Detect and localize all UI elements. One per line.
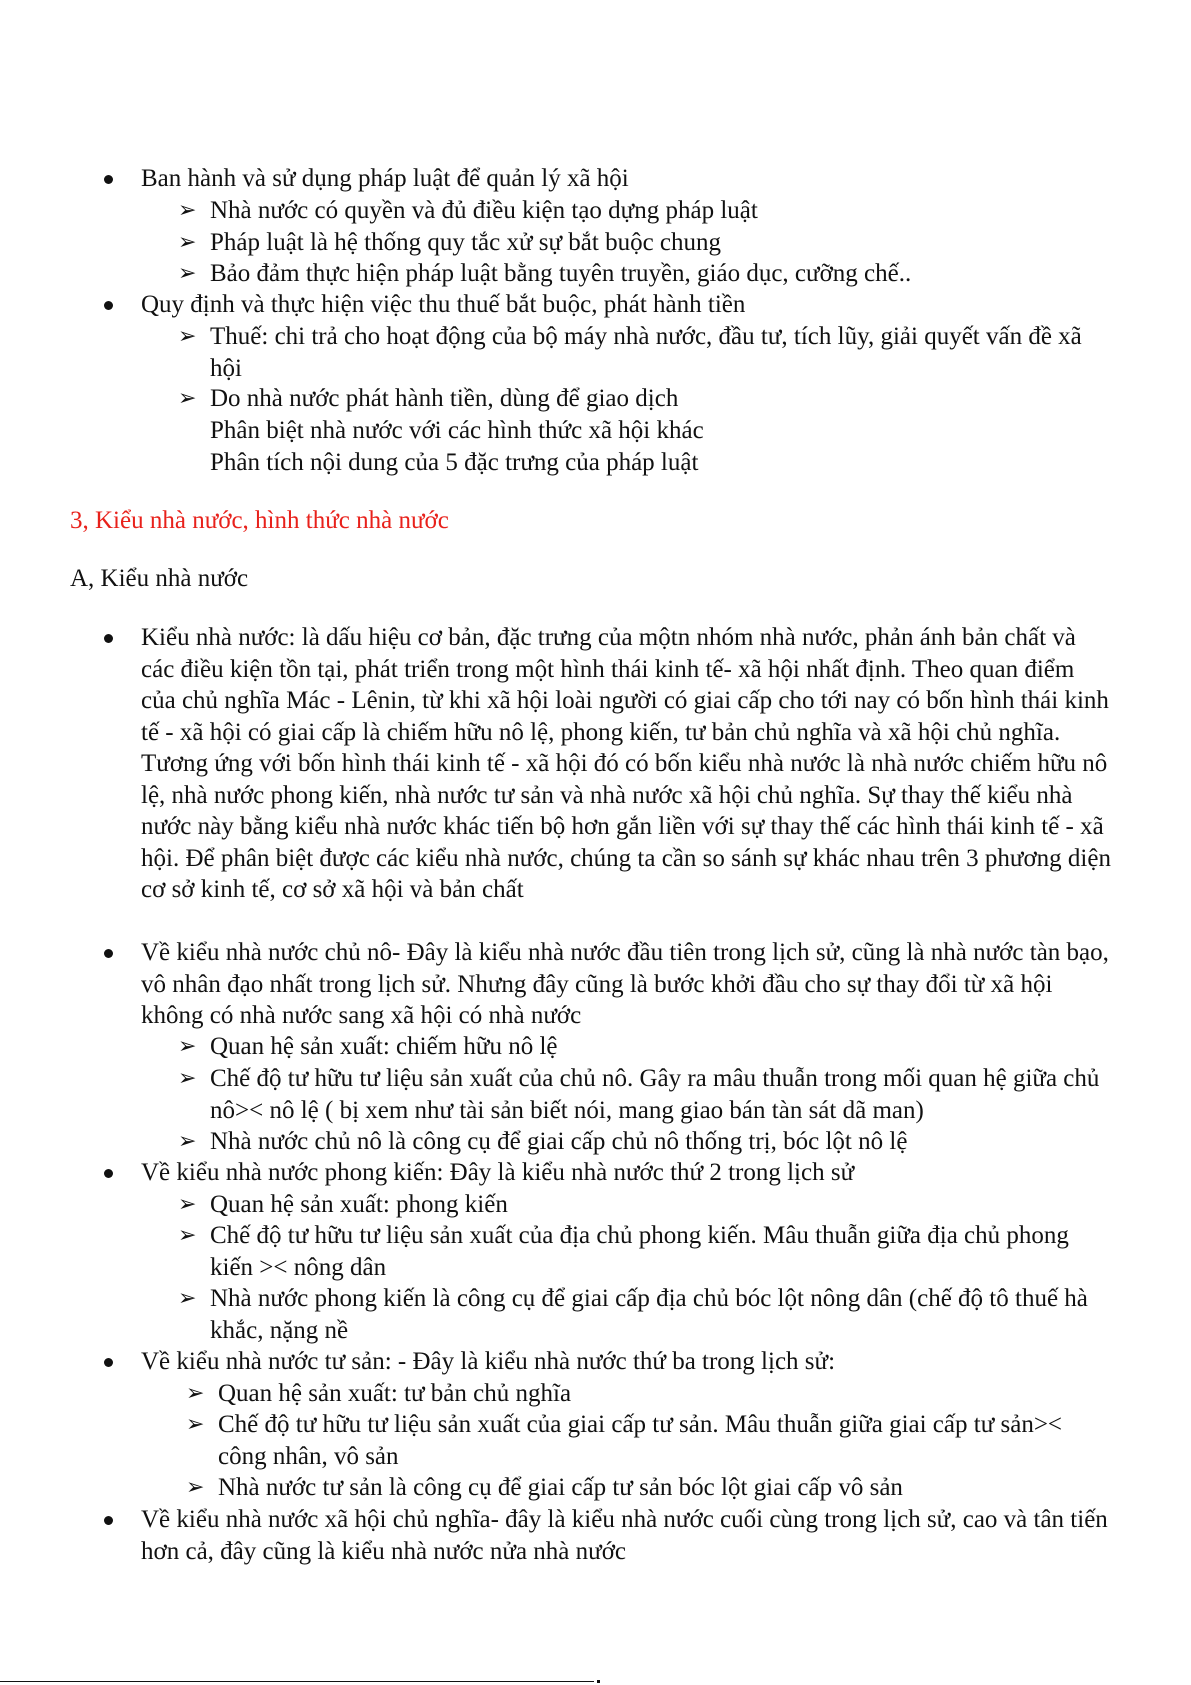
- sub-list-item: [178, 383, 1100, 415]
- arrow-bullet-icon: ➢: [178, 1192, 197, 1217]
- arrow-bullet-icon: ➢: [178, 230, 197, 255]
- list-item-text: Kiểu nhà nước: là dấu hiệu cơ bản, đặc trưng của mộtn nhóm nhà nước, phản ánh bản chất và các điều kiện tồn tại, phát triển trong một hình thái kinh tế- xã hội nhất định. Theo quan điểm của chủ nghĩa Mác - Lênin, từ khi xã hội loài người có giai cấp cho tới nay có bốn hình thái kinh tế - xã hội có giai cấp là chiếm hữu nô lệ, phong kiến, tư bản chủ nghĩa và xã hội chủ nghĩa. Tương ứng với bốn hình thái kinh tế - xã hội đó có bốn kiểu nhà nước là nhà nước chiếm hữu nô lệ, nhà nước phong kiến, nhà nước tư sản và nhà nước xã hội chủ nghĩa. Sự thay thế kiểu nhà nước này bằng kiểu nhà nước khác tiến bộ hơn gắn liền với sự thay thế các hình thái kinh tế - xã hội. Để phân biệt được các kiểu nhà nước, chúng ta cần so sánh sự khác nhau trên 3 phương diện cơ sở kinh tế, cơ sở xã hội và bản chất: [141, 624, 1111, 903]
- list-item-text: Về kiểu nhà nước chủ nô- Đây là kiểu nhà nước đầu tiên trong lịch sử, cũng là nhà nước tàn bạo, vô nhân đạo nhất trong lịch sử. Nhưng đây cũng là bước khởi đầu cho sự thay đổi từ xã hội không có nhà nước sang xã hội có nhà nước: [141, 939, 1109, 1029]
- sub-item-text: Nhà nước chủ nô là công cụ để giai cấp chủ nô thống trị, bóc lột nô lệ: [210, 1128, 908, 1155]
- sub-item-text: Nhà nước tư sản là công cụ để giai cấp tư sản bóc lột giai cấp vô sản: [218, 1474, 903, 1501]
- bullet-dot-icon: [104, 634, 113, 643]
- list-item: [141, 1346, 1111, 1378]
- bullet-dot-icon: [104, 1169, 113, 1178]
- list-item-text: Về kiểu nhà nước tư sản: - Đây là kiểu nhà nước thứ ba trong lịch sử:: [141, 1348, 836, 1375]
- arrow-bullet-icon: ➢: [178, 261, 197, 286]
- list-item: [141, 1504, 1116, 1567]
- sub-list-item: [178, 258, 1100, 290]
- sub-list-item: [178, 1189, 1100, 1221]
- sub-list-item: [186, 1409, 1098, 1472]
- arrow-bullet-icon: ➢: [178, 1066, 197, 1091]
- sub-item-text: Nhà nước phong kiến là công cụ để giai cấp địa chủ bóc lột nông dân (chế độ tô thuế hà khắc, nặng nề: [210, 1285, 1088, 1344]
- arrow-bullet-icon: ➢: [178, 1129, 197, 1154]
- arrow-bullet-icon: ➢: [178, 1034, 197, 1059]
- sub-item-text: Do nhà nước phát hành tiền, dùng để giao dịch: [210, 385, 679, 412]
- section-heading: 3, Kiểu nhà nước, hình thức nhà nước: [70, 507, 449, 534]
- arrow-bullet-icon: ➢: [178, 198, 197, 223]
- sub-list-item: [186, 1472, 1098, 1504]
- bullet-dot-icon: [104, 1516, 113, 1525]
- sub-list-item: [178, 1126, 1100, 1158]
- list-item-text: Ban hành và sử dụng pháp luật để quản lý xã hội: [141, 165, 629, 192]
- footer-rule: [0, 1681, 594, 1682]
- list-item-text: Quy định và thực hiện việc thu thuế bắt buộc, phát hành tiền: [141, 291, 746, 318]
- bullet-dot-icon: [104, 949, 113, 958]
- sub-item-text: Chế độ tư hữu tư liệu sản xuất của giai cấp tư sản. Mâu thuẫn giữa giai cấp tư sản>< công nhân, vô sản: [218, 1411, 1063, 1470]
- note-line: Phân biệt nhà nước với các hình thức xã hội khác: [210, 417, 704, 444]
- sub-list-item: [178, 227, 1100, 259]
- arrow-bullet-icon: ➢: [178, 324, 197, 349]
- list-item: [141, 289, 1101, 321]
- sub-list-item: [178, 1031, 1100, 1063]
- sub-list-item: [178, 1220, 1100, 1283]
- sub-item-text: Quan hệ sản xuất: tư bản chủ nghĩa: [218, 1380, 572, 1407]
- subsection-heading: A, Kiểu nhà nước: [70, 565, 249, 592]
- sub-item-text: Quan hệ sản xuất: phong kiến: [210, 1191, 508, 1218]
- arrow-bullet-icon: ➢: [186, 1475, 205, 1500]
- sub-item-text: Bảo đảm thực hiện pháp luật bằng tuyên truyền, giáo dục, cưỡng chế..: [210, 260, 912, 287]
- list-item-text: Về kiểu nhà nước xã hội chủ nghĩa- đây là kiểu nhà nước cuối cùng trong lịch sử, cao và tân tiến hơn cả, đây cũng là kiểu nhà nước nửa nhà nước: [141, 1506, 1108, 1565]
- sub-list-item: [178, 321, 1110, 384]
- sub-item-text: Thuế: chi trả cho hoạt động của bộ máy nhà nước, đầu tư, tích lũy, giải quyết vấn đề xã hội: [210, 323, 1082, 382]
- list-item: [141, 622, 1111, 906]
- sub-list-item: [178, 195, 1100, 227]
- bullet-dot-icon: [104, 175, 113, 184]
- arrow-bullet-icon: ➢: [178, 1286, 197, 1311]
- sub-item-text: Chế độ tư hữu tư liệu sản xuất của địa chủ phong kiến. Mâu thuẫn giữa địa chủ phong kiến >< nông dân: [210, 1222, 1069, 1281]
- sub-item-text: Pháp luật là hệ thống quy tắc xử sự bắt buộc chung: [210, 229, 722, 256]
- bullet-dot-icon: [104, 1358, 113, 1367]
- list-item-text: Về kiểu nhà nước phong kiến: Đây là kiểu nhà nước thứ 2 trong lịch sử: [141, 1159, 855, 1186]
- list-item: [141, 163, 1101, 195]
- arrow-bullet-icon: ➢: [186, 1412, 205, 1437]
- sub-list-item: [186, 1378, 1098, 1410]
- footer-dot: [597, 1680, 600, 1683]
- arrow-bullet-icon: ➢: [186, 1381, 205, 1406]
- note-line: Phân tích nội dung của 5 đặc trưng của pháp luật: [210, 449, 699, 476]
- sub-list-item: [178, 1283, 1100, 1346]
- list-item: [141, 937, 1111, 1032]
- sub-list-item: [178, 1063, 1100, 1126]
- bullet-dot-icon: [104, 301, 113, 310]
- sub-item-text: Quan hệ sản xuất: chiếm hữu nô lệ: [210, 1033, 558, 1060]
- arrow-bullet-icon: ➢: [178, 386, 197, 411]
- sub-item-text: Chế độ tư hữu tư liệu sản xuất của chủ nô. Gây ra mâu thuẫn trong mối quan hệ giữa chủ nô>< nô lệ ( bị xem như tài sản biết nói, mang giao bán tàn sát dã man): [210, 1065, 1100, 1124]
- arrow-bullet-icon: ➢: [178, 1223, 197, 1248]
- sub-item-text: Nhà nước có quyền và đủ điều kiện tạo dựng pháp luật: [210, 197, 758, 224]
- list-item: [141, 1157, 1111, 1189]
